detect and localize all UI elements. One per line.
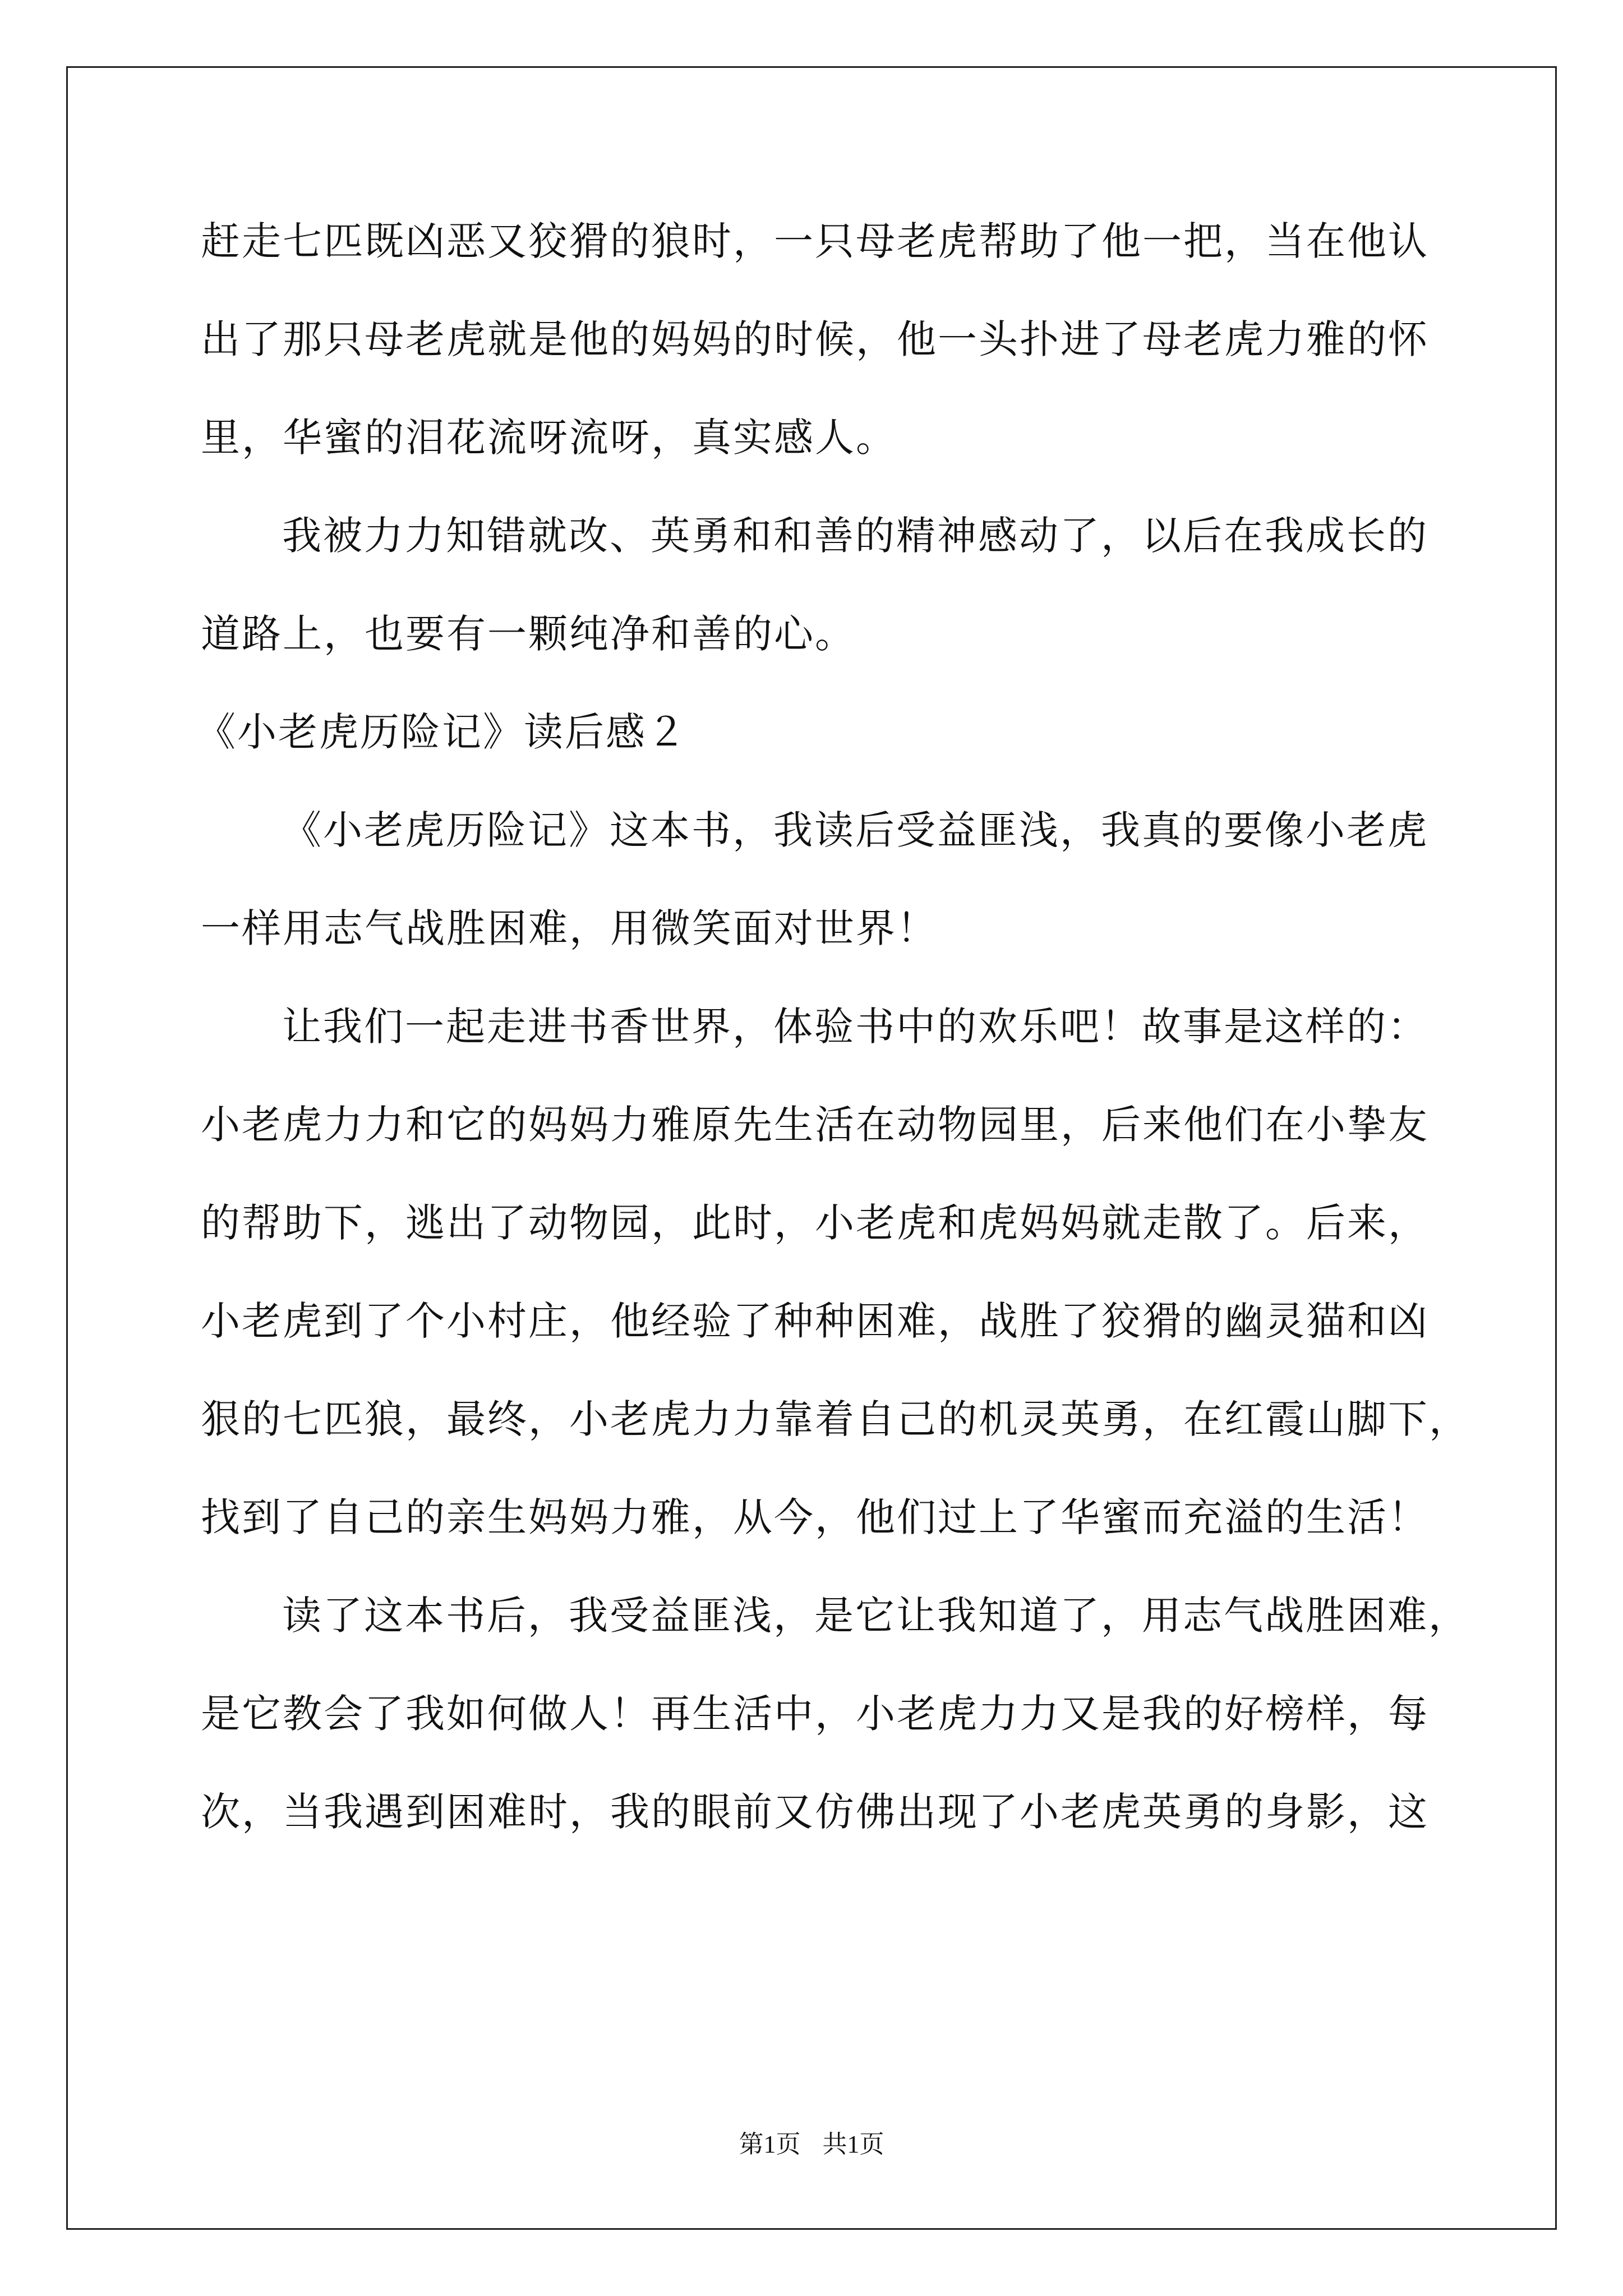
paragraph-start: 读了这本书后，我受益匪浅，是它让我知道了，用志气战胜困难， [282,1593,1469,1639]
paragraph-start: 《小老虎历险记》这本书，我读后受益匪浅，我真的要像小老虎 [282,807,1428,853]
text-line: 的帮助下，逃出了动物园，此时，小老虎和虎妈妈就走散了。后来， [201,1200,1429,1246]
document-body [196,213,1470,1882]
page-total: 共1页 [822,2131,884,2158]
paragraph-start: 我被力力知错就改、英勇和和善的精神感动了，以后在我成长的 [282,513,1428,559]
text-line: 道路上，也要有一颗纯净和善的心。 [201,611,856,657]
text-line: 小老虎力力和它的妈妈力雅原先生活在动物园里，后来他们在小挚友 [201,1102,1429,1148]
page-footer [0,2128,1623,2161]
section-heading: 《小老虎历险记》读后感２ [196,709,688,755]
text-line: 找到了自己的亲生妈妈力雅，从今，他们过上了华蜜而充溢的生活！ [201,1494,1429,1540]
text-line: 狠的七匹狼，最终，小老虎力力靠着自己的机灵英勇，在红霞山脚下， [201,1396,1470,1442]
text-line: 赶走七匹既凶恶又狡猾的狼时，一只母老虎帮助了他一把，当在他认 [201,218,1429,264]
text-line: 里，华蜜的泪花流呀流呀，真实感人。 [201,415,897,461]
text-line: 是它教会了我如何做人！再生活中，小老虎力力又是我的好榜样，每 [201,1691,1429,1737]
text-line: 一样用志气战胜困难，用微笑面对世界！ [201,905,938,951]
text-line: 小老虎到了个小村庄，他经验了种种困难，战胜了狡猾的幽灵猫和凶 [201,1298,1429,1344]
text-line: 出了那只母老虎就是他的妈妈的时候，他一头扑进了母老虎力雅的怀 [201,316,1429,362]
page-number: 第1页 [739,2131,801,2158]
paragraph-start: 让我们一起走进书香世界，体验书中的欢乐吧！故事是这样的： [282,1004,1428,1050]
text-line: 次，当我遇到困难时，我的眼前又仿佛出现了小老虎英勇的身影，这 [201,1789,1429,1835]
